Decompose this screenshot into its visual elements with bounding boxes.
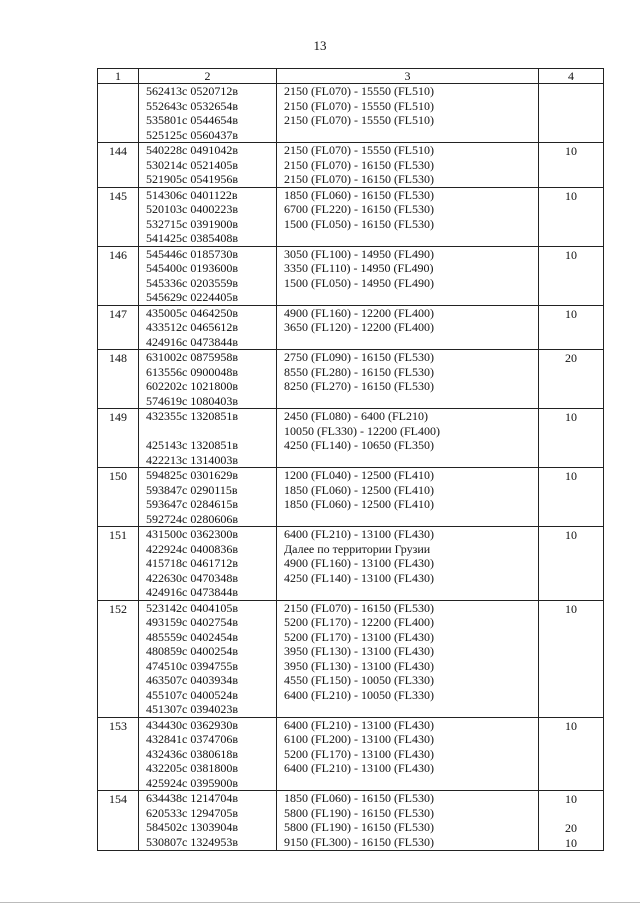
coordinates-line: 433512с 0465612в — [146, 320, 238, 334]
altitude-range-line — [284, 776, 538, 791]
coordinates-line: 451307с 0394023в — [146, 702, 238, 716]
value-line — [539, 807, 603, 822]
altitude-range-line: 4250 (FL140) - 13100 (FL430) — [284, 570, 434, 585]
coordinates-line: 535801с 0544654в — [146, 113, 238, 127]
coordinates-line: 415718с 0461712в — [146, 556, 238, 570]
coordinates-line: 574619с 1080403в — [146, 393, 238, 408]
coordinates-cell — [139, 187, 277, 246]
coordinates-cell — [139, 468, 277, 527]
altitude-range-line: 9150 (FL300) - 16150 (FL530) — [284, 834, 434, 849]
table-row — [98, 350, 604, 409]
altitude-range-cell — [277, 305, 539, 350]
coordinates-line: 525125с 0560437в — [146, 127, 238, 142]
altitude-range-line: 5200 (FL170) - 12200 (FL400) — [284, 615, 434, 629]
value-line: 10 — [565, 601, 577, 616]
altitude-range-line: 4900 (FL160) - 12200 (FL400) — [284, 305, 434, 320]
value-cell — [539, 717, 604, 791]
coordinates-line: 594825с 0301629в — [146, 468, 238, 482]
altitude-range-line: 1500 (FL050) - 14950 (FL490) — [284, 275, 434, 290]
coordinates-line: 521905с 0541956в — [146, 172, 238, 186]
altitude-range-line: 5200 (FL170) - 13100 (FL430) — [284, 746, 434, 761]
altitude-range-line — [284, 512, 538, 527]
header-col-3: 3 — [277, 69, 539, 84]
table-row — [98, 717, 604, 791]
table-row — [98, 305, 604, 350]
value-cell — [539, 527, 604, 601]
altitude-range-line: 8250 (FL270) - 16150 (FL530) — [284, 379, 434, 393]
value-line: 20 — [565, 351, 577, 365]
coordinates-line — [146, 424, 276, 439]
coordinates-line: 593847с 0290115в — [146, 482, 238, 497]
bottom-divider — [0, 902, 640, 903]
value-cell — [539, 350, 604, 409]
value-cell — [539, 600, 604, 717]
route-number-cell: 148 — [98, 350, 139, 409]
coordinates-line: 613556с 0900048в — [146, 364, 238, 379]
altitude-range-line: 2450 (FL080) - 6400 (FL210) — [284, 409, 428, 423]
coordinates-line: 552643с 0532654в — [146, 98, 238, 113]
coordinates-cell — [139, 409, 277, 468]
value-cell — [539, 468, 604, 527]
route-number-cell: 144 — [98, 143, 139, 188]
coordinates-cell — [139, 84, 277, 143]
altitude-range-line: 5200 (FL170) - 13100 (FL430) — [284, 629, 434, 644]
value-line: 10 — [565, 528, 577, 542]
table-row — [98, 187, 604, 246]
coordinates-line: 562413с 0520712в — [146, 84, 238, 98]
value-line: 10 — [565, 410, 577, 424]
altitude-range-line: 2150 (FL070) - 16150 (FL530) — [284, 600, 434, 615]
route-number-cell: 145 — [98, 187, 139, 246]
coordinates-line: 620533с 1294705в — [146, 805, 238, 820]
value-line: 10 — [565, 188, 577, 203]
value-line: 10 — [565, 144, 577, 158]
altitude-range-line: 3650 (FL120) - 12200 (FL400) — [284, 320, 434, 334]
altitude-range-line: 4550 (FL150) - 10050 (FL330) — [284, 673, 434, 687]
altitude-range-line: 2750 (FL090) - 16150 (FL530) — [284, 350, 434, 364]
coordinates-line: 474510с 0394755в — [146, 658, 238, 673]
altitude-range-line: 6400 (FL210) - 13100 (FL430) — [284, 761, 434, 775]
coordinates-line: 432841с 0374706в — [146, 732, 238, 746]
coordinates-line: 422924с 0400836в — [146, 541, 238, 556]
table-row — [98, 246, 604, 305]
coordinates-line: 432436с 0380618в — [146, 746, 238, 761]
route-number-cell: 149 — [98, 409, 139, 468]
coordinates-line: 432205с 0381800в — [146, 761, 238, 775]
coordinates-line: 634438с 1214704в — [146, 791, 238, 805]
altitude-range-cell — [277, 409, 539, 468]
header-row — [98, 69, 604, 84]
coordinates-line: 514306с 0401122в — [146, 187, 238, 202]
altitude-range-line: 6400 (FL210) - 13100 (FL430) — [284, 717, 434, 732]
altitude-range-line — [284, 453, 538, 468]
route-number-cell — [98, 84, 139, 143]
altitude-range-line: 2150 (FL070) - 16150 (FL530) — [284, 157, 434, 172]
altitude-range-line: Далее по территории Грузии — [284, 541, 431, 556]
value-cell — [539, 246, 604, 305]
altitude-range-line: 5800 (FL190) - 16150 (FL530) — [284, 805, 434, 820]
altitude-range-cell — [277, 717, 539, 791]
coordinates-line: 422630с 0470348в — [146, 570, 238, 585]
coordinates-line: 584502с 1303904в — [146, 820, 238, 834]
route-number-cell: 146 — [98, 246, 139, 305]
coordinates-line: 422213с 1314003в — [146, 452, 238, 467]
coordinates-cell — [139, 143, 277, 188]
coordinates-cell — [139, 600, 277, 717]
route-number-cell: 151 — [98, 527, 139, 601]
coordinates-line: 545446с 0185730в — [146, 246, 238, 261]
table-row — [98, 791, 604, 851]
route-number-cell: 150 — [98, 468, 139, 527]
altitude-range-line — [284, 585, 538, 600]
altitude-range-line — [284, 394, 538, 409]
coordinates-line: 435005с 0464250в — [146, 305, 238, 320]
altitude-range-line: 1500 (FL050) - 16150 (FL530) — [284, 216, 434, 231]
coordinates-line: 480859с 0400254в — [146, 644, 238, 658]
altitude-range-line — [284, 128, 538, 143]
coordinates-line: 592724с 0280606в — [146, 511, 238, 526]
table-row — [98, 143, 604, 188]
coordinates-line: 545400с 0193600в — [146, 261, 238, 275]
coordinates-line: 425924с 0395900в — [146, 775, 238, 790]
coordinates-line: 425143с 1320851в — [146, 438, 238, 452]
altitude-range-line: 1850 (FL060) - 12500 (FL410) — [284, 482, 434, 497]
coordinates-cell — [139, 350, 277, 409]
coordinates-line: 545336с 0203559в — [146, 275, 238, 290]
altitude-range-line: 3950 (FL130) - 13100 (FL430) — [284, 644, 434, 658]
value-line: 10 — [565, 835, 577, 850]
value-line: 10 — [565, 247, 577, 262]
route-number-cell: 147 — [98, 305, 139, 350]
coordinates-line: 545629с 0224405в — [146, 290, 238, 304]
altitude-range-line: 1850 (FL060) - 16150 (FL530) — [284, 791, 434, 805]
table-body — [98, 84, 604, 851]
coordinates-line: 463507с 0403934в — [146, 673, 238, 687]
value-cell — [539, 791, 604, 851]
value-line: 10 — [565, 469, 577, 483]
value-line: 10 — [565, 718, 577, 733]
altitude-range-line: 3350 (FL110) - 14950 (FL490) — [284, 261, 434, 275]
coordinates-cell — [139, 717, 277, 791]
altitude-range-line: 5800 (FL190) - 16150 (FL530) — [284, 820, 434, 834]
coordinates-line: 530807с 1324953в — [146, 834, 238, 849]
altitude-range-line: 2150 (FL070) - 15550 (FL510) — [284, 143, 434, 157]
altitude-range-line: 6400 (FL210) - 10050 (FL330) — [284, 687, 434, 702]
coordinates-cell — [139, 305, 277, 350]
altitude-range-line: 4900 (FL160) - 13100 (FL430) — [284, 556, 434, 570]
page-number: 13 — [313, 38, 327, 53]
table-row — [98, 409, 604, 468]
altitude-range-cell — [277, 84, 539, 143]
value-cell — [539, 305, 604, 350]
coordinates-line: 530214с 0521405в — [146, 157, 238, 172]
coordinates-line: 631002с 0875958в — [146, 350, 238, 364]
altitude-range-line: 6400 (FL210) - 13100 (FL430) — [284, 527, 434, 541]
altitude-range-line — [284, 231, 538, 246]
altitude-range-line: 6700 (FL220) - 16150 (FL530) — [284, 202, 434, 216]
altitude-range-line: 6100 (FL200) - 13100 (FL430) — [284, 732, 434, 746]
value-line: 20 — [565, 821, 577, 835]
altitude-range-cell — [277, 468, 539, 527]
coordinates-cell — [139, 246, 277, 305]
altitude-range-line: 1850 (FL060) - 16150 (FL530) — [284, 187, 434, 202]
altitude-range-cell — [277, 187, 539, 246]
coordinates-line: 593647с 0284615в — [146, 497, 238, 511]
table-row — [98, 84, 604, 143]
coordinates-line: 434430с 0362930в — [146, 717, 238, 732]
value-cell — [539, 409, 604, 468]
altitude-range-line: 10050 (FL330) - 12200 (FL400) — [284, 423, 440, 438]
altitude-range-line: 3050 (FL100) - 14950 (FL490) — [284, 246, 434, 261]
header-col-2: 2 — [139, 69, 277, 84]
coordinates-line: 520103с 0400223в — [146, 202, 238, 216]
value-cell — [539, 187, 604, 246]
value-line: 10 — [565, 306, 577, 321]
coordinates-line: 455107с 0400524в — [146, 687, 238, 702]
coordinates-line: 602202с 1021800в — [146, 379, 238, 393]
coordinates-cell — [139, 527, 277, 601]
coordinates-line: 431500с 0362300в — [146, 527, 238, 541]
coordinates-line: 432355с 1320851в — [146, 409, 238, 423]
route-number-cell: 153 — [98, 717, 139, 791]
coordinates-line: 493159с 0402754в — [146, 615, 238, 629]
altitude-range-line: 2150 (FL070) - 16150 (FL530) — [284, 172, 434, 186]
altitude-range-line: 2150 (FL070) - 15550 (FL510) — [284, 84, 434, 98]
value-cell — [539, 84, 604, 143]
altitude-range-cell — [277, 246, 539, 305]
table-row — [98, 600, 604, 717]
table-row — [98, 527, 604, 601]
altitude-range-line — [284, 335, 538, 350]
coordinates-line: 541425с 0385408в — [146, 231, 238, 245]
altitude-range-line — [284, 290, 538, 305]
altitude-range-line — [284, 702, 538, 717]
coordinates-line: 540228с 0491042в — [146, 143, 238, 157]
coordinates-line: 424916с 0473844в — [146, 334, 238, 349]
altitude-range-cell — [277, 350, 539, 409]
altitude-range-line: 4250 (FL140) - 10650 (FL350) — [284, 438, 434, 452]
altitude-range-cell — [277, 791, 539, 851]
altitude-range-cell — [277, 600, 539, 717]
coordinates-line: 424916с 0473844в — [146, 585, 238, 599]
header-col-1: 1 — [98, 69, 139, 84]
altitude-range-line: 1200 (FL040) - 12500 (FL410) — [284, 468, 434, 482]
header-col-4: 4 — [539, 69, 604, 84]
coordinates-cell — [139, 791, 277, 851]
route-number-cell: 152 — [98, 600, 139, 717]
table-row — [98, 468, 604, 527]
altitude-range-cell — [277, 527, 539, 601]
value-line: 10 — [565, 792, 577, 806]
value-cell — [539, 143, 604, 188]
airspace-table — [97, 68, 604, 851]
altitude-range-line: 2150 (FL070) - 15550 (FL510) — [284, 113, 434, 127]
altitude-range-line: 1850 (FL060) - 12500 (FL410) — [284, 497, 434, 511]
altitude-range-line: 3950 (FL130) - 13100 (FL430) — [284, 658, 434, 673]
altitude-range-line: 8550 (FL280) - 16150 (FL530) — [284, 364, 434, 379]
altitude-range-line: 2150 (FL070) - 15550 (FL510) — [284, 98, 434, 113]
coordinates-line: 485559с 0402454в — [146, 629, 238, 644]
route-number-cell: 154 — [98, 791, 139, 851]
altitude-range-cell — [277, 143, 539, 188]
coordinates-line: 532715с 0391900в — [146, 216, 238, 231]
coordinates-line: 523142с 0404105в — [146, 600, 238, 615]
value-line — [539, 85, 603, 100]
